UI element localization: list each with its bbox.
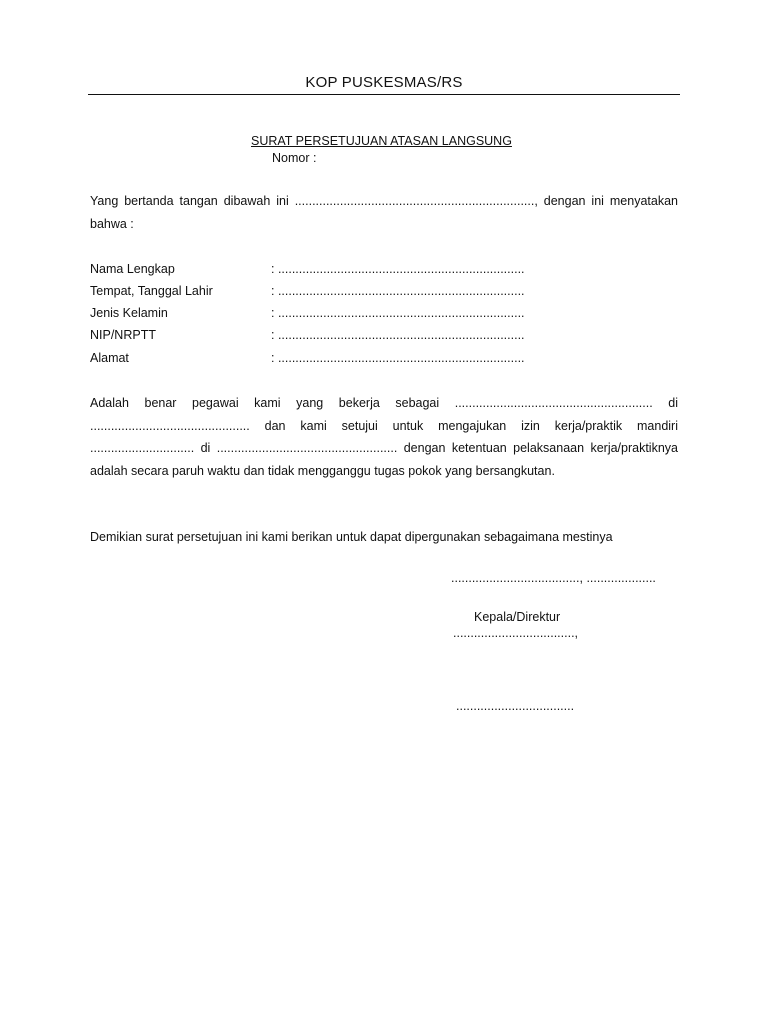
field-value: : .......................................................................	[271, 351, 525, 365]
signature-place-date: ....................................., ....................	[451, 571, 656, 585]
field-label: Tempat, Tanggal Lahir	[90, 284, 213, 298]
letter-title: SURAT PERSETUJUAN ATASAN LANGSUNG	[251, 134, 512, 148]
closing-paragraph: Demikian surat persetujuan ini kami berikan untuk dapat dipergunakan sebagaimana mestinya	[90, 530, 613, 544]
field-label: Alamat	[90, 351, 129, 365]
field-value: : .......................................................................	[271, 328, 525, 342]
signature-institution: ...................................,	[453, 626, 579, 640]
opening-paragraph: Yang bertanda tangan dibawah ini ....................................................................., dengan ini menyatakan bahwa :	[90, 194, 678, 231]
field-label: Jenis Kelamin	[90, 306, 168, 320]
field-label: Nama Lengkap	[90, 262, 175, 276]
field-label: NIP/NRPTT	[90, 328, 156, 342]
letterhead-title: KOP PUSKESMAS/RS	[305, 74, 463, 91]
field-value: : .......................................................................	[271, 284, 525, 298]
signature-position: Kepala/Direktur	[474, 610, 561, 624]
field-value: : .......................................................................	[271, 262, 525, 276]
signature-name: ..................................	[456, 699, 575, 713]
field-value: : .......................................................................	[271, 306, 525, 320]
letter-number-label: Nomor :	[272, 151, 317, 165]
letterhead-divider	[88, 94, 680, 95]
body-paragraph: Adalah benar pegawai kami yang bekerja sebagai ......................................................... di .............................................. dan kami setujui untuk mengajukan izin kerja/praktik mandiri .............................. di .................................................... dengan ketentuan pelaksanaan kerja/praktiknya adalah secara paruh waktu dan tidak mengganggu tugas pokok yang bersangkutan.	[90, 396, 678, 478]
